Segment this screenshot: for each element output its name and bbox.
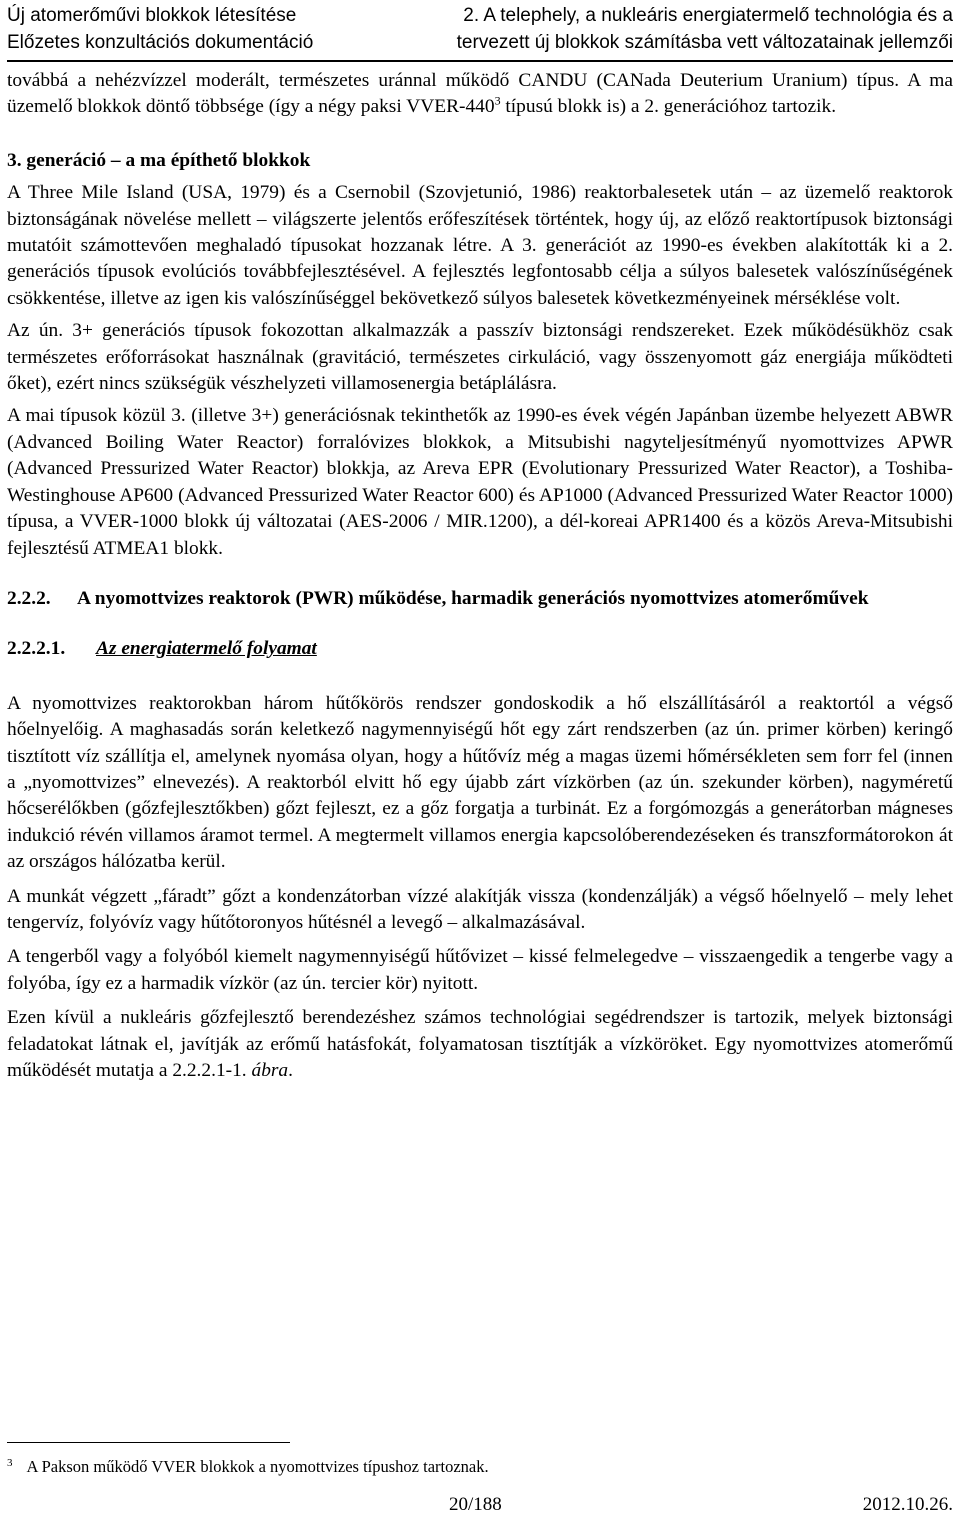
header-right (457, 2, 953, 56)
intro-paragraph (7, 68, 953, 121)
header-left-line1: Új atomerőművi blokkok létesítése (7, 5, 297, 26)
page-header (7, 2, 953, 62)
page-date: 2012.10.26. (862, 1494, 953, 1515)
intro-text-a: továbbá a nehézvízzel moderált, természetes uránnal működő CANDU (CANada Deuterium Uranium) típus. A ma üzemelő blokkok döntő többsége (így a négy paksi VVER-440 (7, 70, 953, 118)
types-paragraph: A mai típusok közül 3. (illetve 3+) generációsnak tekinthetők az 1990-es évek végén Japánban üzembe helyezett ABWR (Advanced Boiling Water Reactor) forralóvizes blokkok, a Mitsubishi nagyteljesítményű nyomottvizes APWR (Advanced Pressurized Water Reactor) blokkja, az Areva EPR (Evolutionary Pressurized Water Reactor), a Toshiba-Westinghouse AP600 (Advanced Pressurized Water Reactor 600) és AP1000 (Advanced Pressurized Water Reactor 1000) típusa, a VVER-1000 blokk új változatai (AES-2006 / MIR.1200), a dél-koreai APR1400 és a közös Areva-Mitsubishi fejlesztésű ATMEA1 blokk. (7, 405, 953, 559)
gen3-paragraph: A Three Mile Island (USA, 1979) és a Csernobil (Szovjetunió, 1986) reaktorbalesetek után – az üzemelő reaktorok biztonságának növelése mellett – világszerte jelentős erőfeszítések történtek, hogy új, az előző reaktortípusok biztonsági mutatóit számottevően meghaladó típusokat hozzanak létre. A 3. generációt az 1990-es években alakították ki a 2. generációs típusok evolúciós továbbfejlesztésével. A fejlesztés legfontosabb célja a súlyos balesetek valószínűségének csökkentése, illetve az igen kis valószínűséggel bekövetkező súlyos balesetek következményeinek mérséklése volt. (7, 182, 953, 309)
page-content (7, 68, 953, 1084)
gen3-heading: 3. generáció – a ma építhető blokkok (7, 149, 311, 171)
section-heading-2-2-2 (7, 586, 953, 612)
header-right-line1: 2. A telephely, a nukleáris energiatermelő technológia és a (463, 5, 953, 26)
footnote-mark: 3 (7, 1456, 13, 1469)
process-paragraph: A nyomottvizes reaktorokban három hűtőkörös rendszer gondoskodik a hő elszállításáról a reaktortól a végső hőelnyelőig. A maghasadás során keletkező nagymennyiségű hőt egy zárt rendszerben (az ún. primer körben) keringő tisztított víz szállítja el, amelynek nyomása olyan, hogy a hűtővíz még a magas üzemi hőmérsékleten sem forr fel (innen a „nyomottvizes” elnevezés). A reaktorból elvitt hő egy újabb zárt vízkörben (az ún. szekunder körben), nagyméretű hőcserélőkben (gőzfejlesztőkben) gőzt fejleszt, ez a gőz forgatja a turbinát. Ez a forgómozgás a generátorban mágneses indukció révén villamos áramot termel. A megtermelt villamos energia kapcsolóberendezéseken és transzformátorokon át az országos hálózatba kerül. (7, 692, 953, 873)
tertiary-paragraph: A tengerből vagy a folyóból kiemelt nagymennyiségű hűtővizet – kissé felmelegedve – visszaengedik a tengerbe vagy a folyóba, így ez a harmadik vízkör (az ún. tercier kör) nyitott. (7, 946, 953, 994)
intro-text-b: típusú blokk is) a 2. generációhoz tartozik. (500, 96, 837, 118)
footnote-ref[interactable]: 3 (494, 93, 501, 108)
aux-text-a: Ezen kívül a nukleáris gőzfejlesztő berendezéshez számos technológiai segédrendszer is tartozik, melyek biztonsági feladatokat látnak el, javítják az erőmű hatásfokát, folyamatosan tisztítják a vízköröket. Egy nyomottvizes atomerőmű működését mutatja a 2.2.2.1-1. (7, 1007, 953, 1081)
footnote-text: A Pakson működő VVER blokkok a nyomottvizes típushoz tartoznak. (26, 1457, 489, 1476)
header-left (7, 2, 313, 56)
header-left-line2: Előzetes konzultációs dokumentáció (7, 32, 314, 53)
header-right-line2: tervezett új blokkok számításba vett változatainak jellemzői (456, 32, 953, 53)
figure-reference: ábra (251, 1060, 289, 1081)
footnote (7, 1456, 489, 1478)
aux-text-c: . (288, 1060, 293, 1081)
condenser-paragraph: A munkát végzett „fáradt” gőzt a kondenzátorban vízzé alakítják vissza (kondenzálják) a végső hőelnyelő – mely lehet tengervíz, folyóvíz vagy hűtőtoronyos hűtésnél a levegő – alkalmazásával. (7, 885, 953, 933)
footnote-divider (7, 1442, 290, 1443)
section-number: 2.2.2. (7, 587, 51, 609)
gen3plus-paragraph: Az ún. 3+ generációs típusok fokozottan alkalmazzák a passzív biztonsági rendszereket. Ezek működésükhöz csak természetes erőforrásokat használnak (gravitáció, természetes cirkuláció, vagy összenyomott gáz energiája működteti őket), ezért nincs szükségük vészhelyzeti villamosenergia betáplálásra. (7, 320, 953, 395)
subsection-title: Az energiatermelő folyamat (96, 638, 317, 660)
auxiliary-paragraph (7, 1005, 953, 1084)
section-heading-2-2-2-1 (7, 636, 953, 662)
section-title: A nyomottvizes reaktorok (PWR) működése, harmadik generációs nyomottvizes atomerőművek (77, 587, 869, 609)
subsection-number: 2.2.2.1. (7, 638, 66, 660)
page-number: 20/188 (449, 1494, 502, 1515)
